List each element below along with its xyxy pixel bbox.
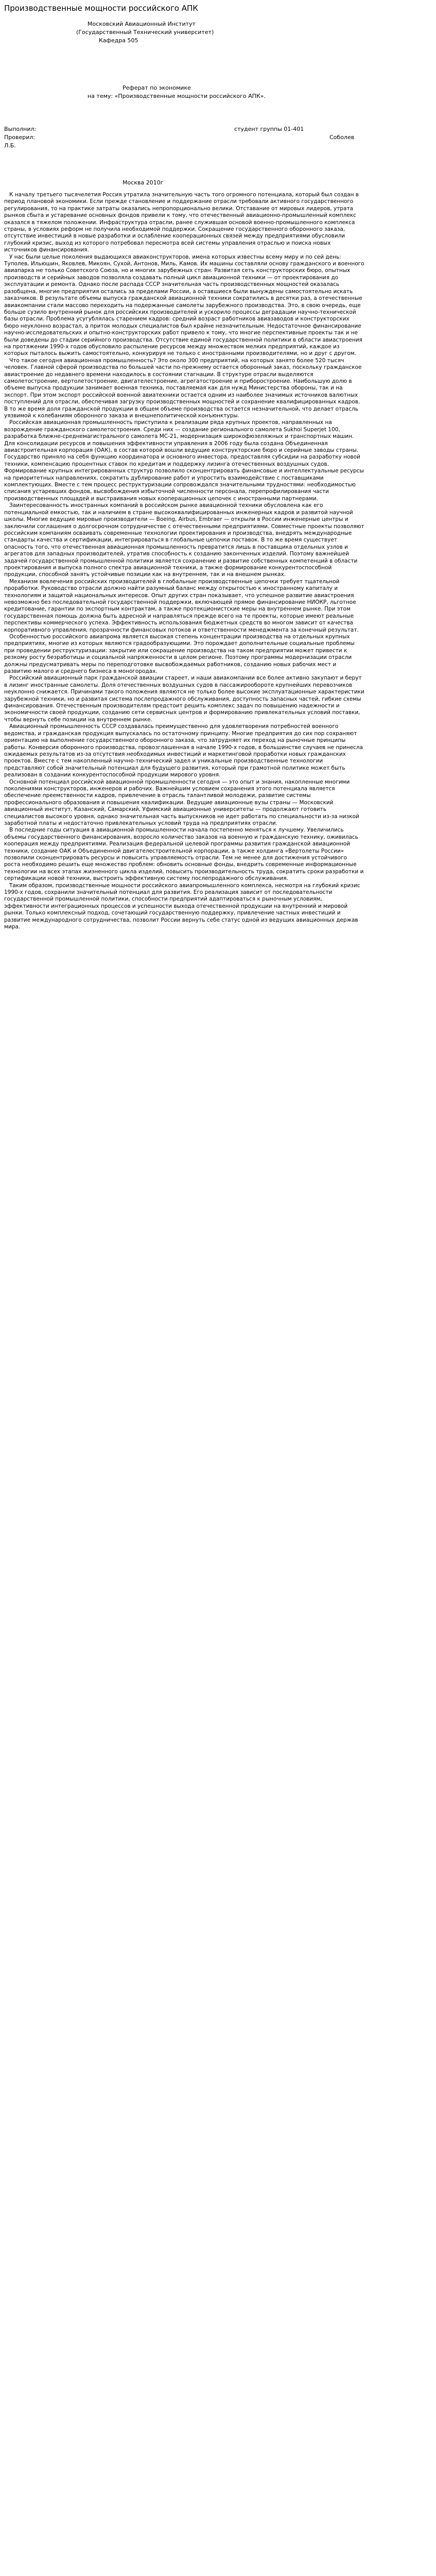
checker-initials: Л.Б. <box>4 142 16 149</box>
report-type: Реферат по экономике <box>123 84 191 91</box>
paragraph: Российская авиационная промышленность приступила к реализации ряда крупных проектов, направленных на возрождение гражданского самолетостроения. Среди них — создание регионального самолета Sukhoi Superjet 100, разработка ближне-среднемагистрального самолета МС-21, модернизация широкофюзеляжных и транспортных машин. Для консолидации ресурсов и повышения эффективности управления в 2006 году была создана Объединенная авиастроительная корпорация (ОАК), в состав которой вошли ведущие конструкторские бюро и серийные заводы страны. Государство приняло на себя функцию координатора и основного инвестора, предоставляя субсидии на разработку новой техники, компенсацию процентных ставок по кредитам и поддержку лизинга отечественных воздушных судов. Формирование крупных интегрированных структур позволило сконцентрировать финансовые и интеллектуальные ресурсы на приоритетных направлениях, сократить дублирование работ и упростить взаимодействие с поставщиками комплектующих. Вместе с тем процесс реструктуризации сопровождался значительными трудностями: необходимостью списания устаревших фондов, высвобождения избыточной численности персонала, перепрофилирования части производственных площадей и выстраивания новых кооперационных цепочек с иностранными партнерами. <box>4 419 364 502</box>
paragraph: Российский авиационный парк гражданской авиации стареет, и наши авиакомпании все более активно закупают и берут в лизинг иностранные самолеты. Доля отечественных воздушных судов в пассажирообороте крупнейших перевозчиков неуклонно снижается. Причинами такого положения являются не только более высокие эксплуатационные характеристики зарубежной техники, но и развитая система послепродажного обслуживания, доступность запасных частей, гибкие схемы финансирования. Отечественным производителям предстоит решить комплекс задач по повышению надежности и экономичности своей продукции, созданию сети сервисных центров и формированию привлекательных условий поставки, чтобы вернуть себе позиции на внутреннем рынке. <box>4 675 364 723</box>
paragraph: Авиационный промышленность СССР создавалась преимущественно для удовлетворения потребностей военного ведомства, и гражданская продукция выпускалась по остаточному принципу. Многие предприятия до сих пор сохраняют ориентацию на выполнение государственного оборонного заказа, что затрудняет их переход на рыночные принципы работы. Конверсия оборонного производства, провозглашенная в начале 1990-х годов, в большинстве случаев не принесла ожидаемых результатов из-за отсутствия необходимых инвестиций и маркетинговой проработки новых гражданских проектов. Вместе с тем накопленный научно-технический задел и уникальные производственные технологии представляют собой значительный потенциал для будущего развития, который при грамотной политике может быть реализован в создании конкурентоспособной продукции мирового уровня. <box>4 723 363 778</box>
paragraph: Особенностью российского авиапрома является высокая степень концентрации производства на отдельных крупных предприятиях, многие из которых являются градообразующими. Это порождает дополнительные социальные проблемы при проведении реструктуризации: закрытие или сокращение производства на таком предприятии может привести к резкому росту безработицы и социальной напряженности в целом регионе. Поэтому программы модернизации отрасли должны предусматривать меры по переподготовке высвобождаемых работников, созданию новых рабочих мест и развитию малого и среднего бизнеса в моногородах. <box>4 634 355 675</box>
institution-line-1: Московский Авиационный Институт <box>88 21 196 27</box>
paragraph: К началу третьего тысячелетия Россия утратила значительную часть того огромного потенциала, который был создан в период плановой экономики. Если прежде становление и поддержание отрасли требовали активного государственного регулирования, то на практике затраты оказались непропорционально велики. Отставание от мировых лидеров, утрата рынков сбыта и устаревание основных фондов привели к тому, что отечественный авиационно-промышленный комплекс оказался в тяжелом положении. Инфраструктура отрасли, ранее служившая основой военно-промышленного комплекса страны, в условиях реформ не получила необходимой поддержки. Сокращение государственного оборонного заказа, отсутствие инвестиций в новые разработки и ослабление кооперационных связей между предприятиями обусловили глубокий кризис, выход из которого потребовал пересмотра всей системы управления отраслью и поиска новых источников финансирования. <box>4 192 359 253</box>
essay-body <box>4 192 364 2576</box>
city-year: Москва 2010г <box>123 179 164 186</box>
paragraph: Механизм вовлечения российских производителей в глобальные производственные цепочки требует тщательной проработки. Руководство отрасли должно найти разумный баланс между открытостью к иностранному капиталу и технологиям и защитой национальных интересов. Опыт других стран показывает, что успешное развитие авиастроения невозможно без последовательной государственной поддержки, включающей прямое финансирование НИОКР, льготное кредитование, гарантии по экспортным контрактам, а также протекционистские меры на внутреннем рынке. При этом государственная помощь должна быть адресной и направляться прежде всего на те проекты, которые имеют реальные перспективы коммерческого успеха. Эффективность использования бюджетных средств во многом зависит от качества корпоративного управления, прозрачности финансовых потоков и ответственности менеджмента за конечный результат. <box>4 578 359 633</box>
department-line: Кафедра 505 <box>99 37 138 44</box>
checked-by-value: Соболев <box>329 134 355 141</box>
paragraph: У нас были целые поколения выдающихся авиаконструкторов, имена которых известны всему миру и по сей день: Туполев, Ильюшин, Яковлев, Микоян, Сухой, Антонов, Миль, Камов. Их машины составляли основу гражданского и военного авиапарка не только Советского Союза, но и многих зарубежных стран. Развитая сеть конструкторских бюро, опытных производств и серийных заводов позволяла создавать полный цикл авиационной техники — от проектирования до эксплуатации и ремонта. Однако после распада СССР значительная часть производственных мощностей оказалась разобщена, многие предприятия остались за пределами России, а оставшиеся были вынуждены самостоятельно искать заказчиков. В результате объемы выпуска гражданской авиационной техники сократились в десятки раз, а отечественные авиакомпании стали массово переходить на подержанные самолеты зарубежного производства. Это, в свою очередь, еще больше сузило внутренний рынок для российских производителей и ускорило процессы деградации научно-технической базы отрасли. Проблема усугублялась старением кадров: средний возраст работников авиазаводов и конструкторских бюро неуклонно возрастал, а приток молодых специалистов был крайне незначительным. Недостаточное финансирование научно-исследовательских и опытно-конструкторских работ привело к тому, что многие перспективные проекты так и не были доведены до стадии серийного производства. Отсутствие единой государственной политики в области авиастроения на протяжении 1990-х годов обусловило распыление ресурсов между множеством мелких предприятий, каждое из которых пыталось выжить самостоятельно, конкурируя не только с иностранными производителями, но и друг с другом. <box>4 253 364 357</box>
checked-by-label: Проверил: <box>4 134 36 141</box>
paragraph: Что такое сегодня авиационная промышленность? Это около 300 предприятий, на которых занято более 520 тысяч человек. Главной сферой производства по большей части по-прежнему остается оборонный заказ, поскольку гражданское авиастроение до недавнего времени находилось в состоянии стагнации. В структуре отрасли выделяются самолетостроение, вертолетостроение, двигателестроение, агрегатостроение и приборостроение. Наибольшую долю в объеме выпуска продукции занимает военная техника, поставляемая как для нужд Министерства обороны, так и на экспорт. При этом экспорт российской военной авиатехники остается одним из наиболее значимых источников валютных поступлений для отрасли, обеспечивая загрузку производственных мощностей и сохранение квалифицированных кадров. В то же время доля гражданской продукции в общем объеме производства остается незначительной, что делает отрасль уязвимой к колебаниям оборонного заказа и внешнеполитической конъюнктуры. <box>4 357 362 419</box>
paragraph: Заинтересованность иностранных компаний в российском рынке авиационной техники обусловлена как его потенциальной емкостью, так и наличием в стране высококвалифицированных инженерных кадров и развитой научной школы. Многие ведущие мировые производители — Boeing, Airbus, Embraer — открыли в России инженерные центры и заключили соглашения о долгосрочном сотрудничестве с отечественными предприятиями. Совместные проекты позволяют российским компаниям осваивать современные технологии проектирования и производства, внедрять международные стандарты качества и сертификации, интегрироваться в глобальные цепочки поставок. В то же время существует опасность того, что отечественная авиационная промышленность превратится лишь в поставщика отдельных узлов и агрегатов для западных производителей, утратив способность к созданию законченных изделий. Поэтому важнейшей задачей государственной промышленной политики является сохранение и развитие собственных компетенций в области проектирования и выпуска полного спектра авиационной техники, а также формирование конкурентоспособной продукции, способной занять устойчивые позиции как на внутреннем, так и на внешнем рынках. <box>4 502 364 578</box>
document-title: Производственные мощности российского АПК <box>4 4 198 13</box>
report-topic: на тему: «Производственные мощности российского АПК». <box>88 93 266 99</box>
done-by-value: студент группы 01-401 <box>234 126 304 132</box>
paragraph: В последние годы ситуация в авиационной промышленности начала постепенно меняться к лучшему. Увеличились объемы государственного финансирования, возросло количество заказов на военную и гражданскую технику, оживилась кооперация между предприятиями. Реализация федеральной целевой программы развития гражданской авиационной техники, создание ОАК и Объединенной двигателестроительной корпорации, а также холдинга «Вертолеты России» позволили сконцентрировать ресурсы и повысить управляемость отрасли. Тем не менее для достижения устойчивого роста необходимо решить еще множество проблем: обновить основные фонды, внедрить современные информационные технологии на всех этапах жизненного цикла изделий, повысить производительность труда, сократить сроки разработки и сертификации новой техники, выстроить эффективную систему послепродажного обслуживания. <box>4 827 364 882</box>
done-by-label: Выполнил: <box>4 126 37 132</box>
institution-line-2: (Государственный Технический университет) <box>76 29 214 36</box>
paragraph: Основной потенциал российской авиационной промышленности сегодня — это опыт и знания, накопленные многими поколениями конструкторов, инженеров и рабочих. Важнейшим условием сохранения этого потенциала является обеспечение преемственности кадров, привлечение в отрасль талантливой молодежи, развитие системы профессионального образования и повышения квалификации. Ведущие авиационные вузы страны — Московский авиационный институт, Казанский, Самарский, Уфимский авиационные университеты — продолжают готовить специалистов высокого уровня, однако значительная часть выпускников не идет работать по специальности из-за низкой заработной платы и недостаточно привлекательных условий труда на предприятиях отрасли. <box>4 778 359 826</box>
paragraph: Таким образом, производственные мощности российского авиапромышленного комплекса, несмотря на глубокий кризис 1990-х годов, сохранили значительный потенциал для развития. Его реализация зависит от последовательности государственной промышленной политики, способности предприятий адаптироваться к рыночным условиям, эффективности интеграционных процессов и успешности выхода отечественной продукции на внутренний и мировой рынки. Только комплексный подход, сочетающий государственную поддержку, привлечение частных инвестиций и развитие международного сотрудничества, позволит России вернуть себе статус одной из ведущих авиационных держав мира. <box>4 882 360 930</box>
